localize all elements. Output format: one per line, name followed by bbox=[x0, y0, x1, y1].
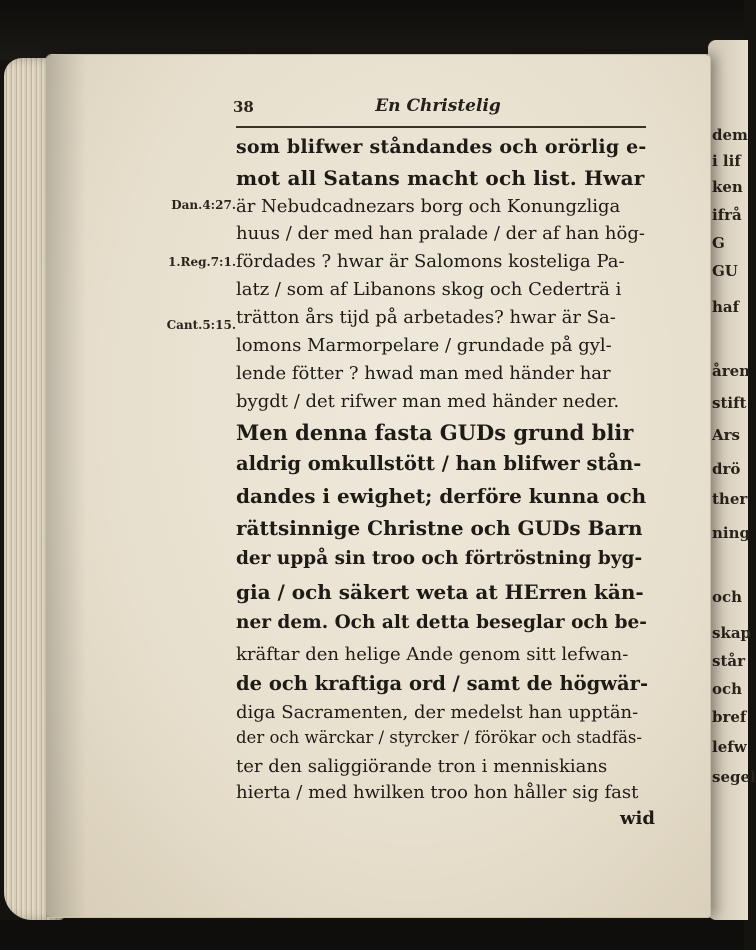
facing-fragment: G bbox=[712, 234, 725, 252]
facing-fragment: GU bbox=[712, 262, 738, 280]
facing-fragment: ken bbox=[712, 178, 743, 196]
text-line: trätton års tijd på arbetades? hwar är Sa- bbox=[236, 307, 616, 328]
text-line: diga Sacramenten, der medelst han upptän- bbox=[236, 702, 639, 723]
dark-background bbox=[0, 0, 744, 60]
catchword: wid bbox=[620, 808, 655, 829]
facing-fragment: ther bbox=[712, 490, 748, 508]
page-header bbox=[233, 96, 643, 128]
facing-fragment: och bbox=[712, 588, 743, 606]
text-line: Men denna fasta GUDs grund blir bbox=[236, 420, 634, 445]
text-line: ter den saliggiörande tron i menniskians bbox=[236, 756, 608, 777]
text-line: ner dem. Och alt detta beseglar och be- bbox=[236, 612, 647, 633]
facing-fragment: haf bbox=[712, 298, 740, 316]
facing-fragment: bref bbox=[712, 708, 747, 726]
header-rule bbox=[236, 126, 646, 128]
facing-fragment: lefw bbox=[712, 738, 747, 756]
facing-fragment: drö bbox=[712, 460, 741, 478]
facing-fragment: åren bbox=[712, 362, 751, 380]
facing-fragment: ifrå bbox=[712, 206, 742, 224]
text-line: mot all Satans macht och list. Hwar bbox=[236, 166, 645, 190]
text-line: kräftar den helige Ande genom sitt lefwan- bbox=[236, 644, 629, 665]
running-head: En Christelig bbox=[375, 96, 501, 116]
facing-fragment: segel bbox=[712, 768, 756, 786]
facing-fragment: ning bbox=[712, 524, 750, 542]
text-line: fördades ? hwar är Salomons kosteliga Pa- bbox=[236, 251, 625, 272]
margin-note: Cant.5:15. bbox=[166, 318, 236, 332]
facing-fragment: står bbox=[712, 652, 745, 670]
text-line: de och kraftiga ord / samt de högwär- bbox=[236, 672, 649, 695]
text-line: lende fötter ? hwad man med händer har bbox=[236, 363, 611, 384]
facing-fragment: och bbox=[712, 680, 743, 698]
facing-fragment: stift bbox=[712, 394, 747, 412]
dark-foreground bbox=[0, 920, 744, 950]
facing-fragment: i lif bbox=[712, 152, 741, 170]
margin-note: 1.Reg.7:1. bbox=[167, 255, 236, 269]
text-line: som blifwer ståndandes och orörlig e- bbox=[236, 136, 647, 158]
facing-fragment: dem bbox=[712, 126, 748, 144]
text-line: huus / der med han pralade / der af han hög- bbox=[236, 223, 645, 244]
text-line: der uppå sin troo och förtröstning byg- bbox=[236, 548, 643, 569]
text-line: aldrig omkullstött / han blifwer stån- bbox=[236, 452, 642, 475]
text-line: är Nebudcadnezars borg och Konungzliga bbox=[236, 196, 621, 217]
text-line: bygdt / det rifwer man med händer neder. bbox=[236, 391, 620, 412]
page-number: 38 bbox=[233, 98, 254, 116]
text-line: lomons Marmorpelare / grundade på gyl- bbox=[236, 335, 612, 356]
text-line: gia / och säkert weta at HErren kän- bbox=[236, 580, 644, 604]
text-line: hierta / med hwilken troo hon håller sig fast bbox=[236, 782, 639, 803]
facing-fragment: Ars bbox=[712, 426, 740, 444]
facing-fragment: skap bbox=[712, 624, 752, 642]
text-line: der och wärckar / styrcker / förökar och stadfäs- bbox=[236, 728, 642, 747]
text-line: rättsinnige Christne och GUDs Barn bbox=[236, 516, 643, 540]
margin-note: Dan.4:27. bbox=[171, 198, 236, 212]
text-line: dandes i ewighet; derföre kunna och bbox=[236, 484, 647, 508]
facing-page bbox=[708, 40, 756, 920]
text-line: latz / som af Libanons skog och Cederträ i bbox=[236, 279, 622, 300]
